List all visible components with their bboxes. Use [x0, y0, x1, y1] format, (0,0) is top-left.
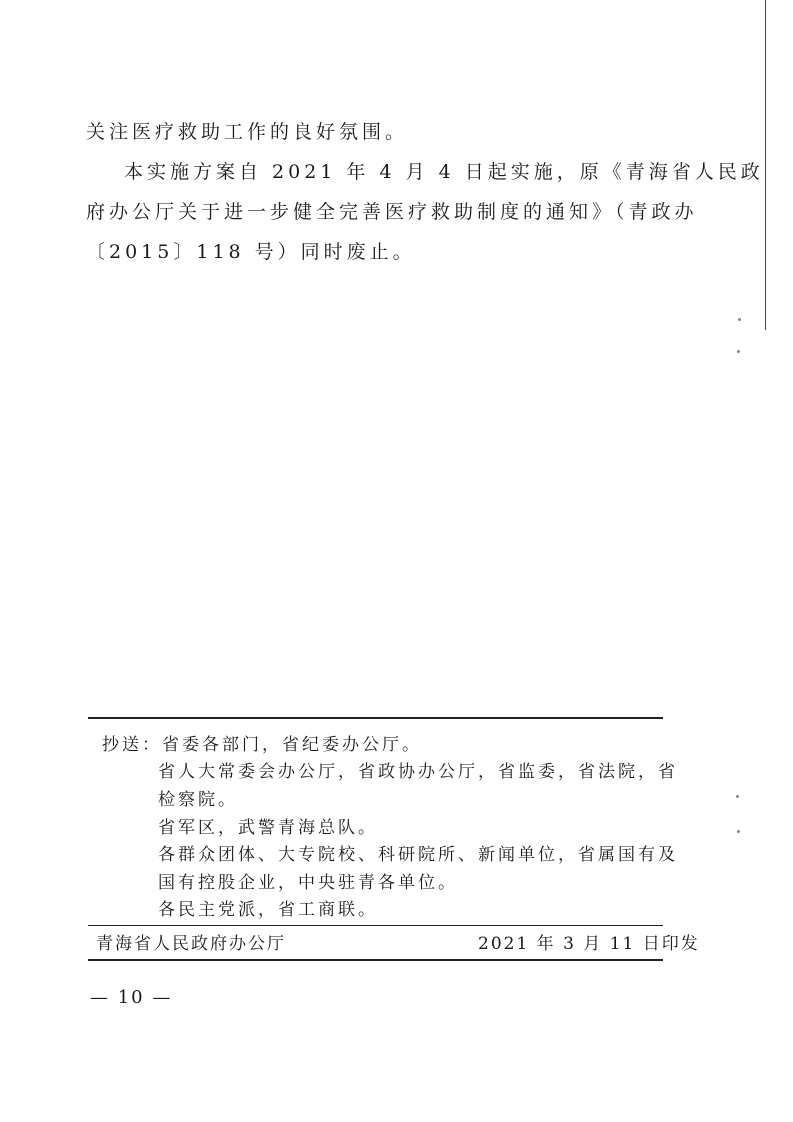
body-line-1: 关注医疗救助工作的良好氛围。 [86, 121, 409, 143]
cc-line-1: 抄送：省委各部门，省纪委办公厅。 [102, 735, 422, 755]
page-number: — 10 — [90, 987, 173, 1008]
cc-line-4: 省军区，武警青海总队。 [158, 818, 378, 838]
footer-top-rule [88, 925, 663, 926]
scan-edge-line [765, 0, 766, 330]
cc-line-3: 检察院。 [158, 790, 238, 810]
issue-date: 2021 年 3 月 11 日印发 [478, 934, 700, 954]
body-line-4: 〔2015〕118 号）同时废止。 [86, 241, 416, 263]
cc-line-5: 各群众团体、大专院校、科研院所、新闻单位，省属国有及 [158, 845, 678, 865]
cc-line-6: 国有控股企业，中央驻青各单位。 [158, 873, 458, 893]
scan-speck [737, 350, 740, 353]
body-line-3: 府办公厅关于进一步健全完善医疗救助制度的通知》（青政办 [86, 201, 698, 223]
scan-speck [738, 318, 741, 321]
cc-top-rule [88, 717, 663, 719]
cc-line-2: 省人大常委会办公厅，省政协办公厅，省监委，省法院，省 [158, 762, 678, 782]
scan-speck [737, 830, 740, 833]
body-line-2: 本实施方案自 2021 年 4 月 4 日起实施，原《青海省人民政 [124, 161, 764, 183]
footer-bottom-rule [88, 959, 663, 961]
cc-line-7: 各民主党派，省工商联。 [158, 900, 378, 920]
issuer-name: 青海省人民政府办公厅 [96, 934, 286, 954]
scan-speck [736, 795, 739, 798]
